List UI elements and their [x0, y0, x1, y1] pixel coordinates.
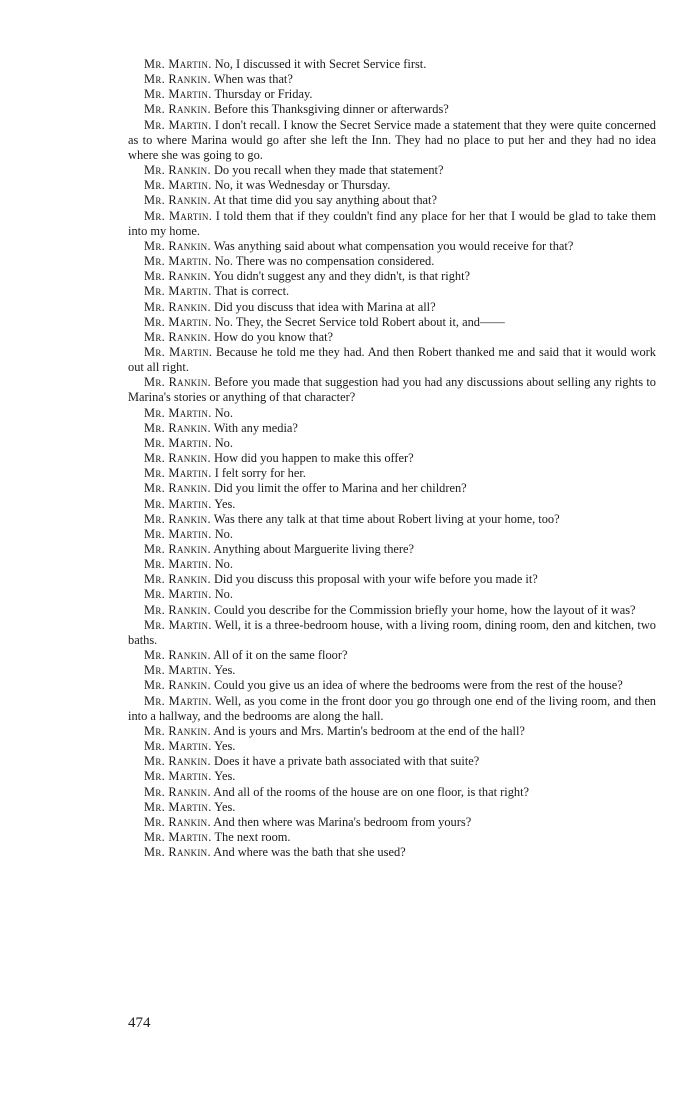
speaker-name: Mr. Rankin. [144, 193, 211, 208]
transcript-paragraph [128, 436, 656, 451]
transcript-paragraph [128, 421, 656, 436]
speaker-name: Mr. Martin. [144, 314, 212, 329]
transcript-paragraph [128, 451, 656, 466]
transcript-paragraph [128, 118, 656, 163]
transcript-paragraph [128, 815, 656, 830]
transcript-paragraph [128, 587, 656, 602]
speech-text: Was anything said about what compensation you would receive for that? [213, 238, 574, 253]
speaker-name: Mr. Rankin. [144, 572, 211, 587]
transcript-paragraph [128, 754, 656, 769]
speech-text: Yes. [214, 496, 236, 511]
speech-text: Yes. [214, 769, 236, 784]
speech-text: Before this Thanksgiving dinner or afterwards? [213, 102, 449, 117]
speaker-name: Mr. Martin. [144, 466, 212, 481]
speech-text: Could you describe for the Commission briefly your home, how the layout of it was? [213, 602, 636, 617]
speaker-name: Mr. Rankin. [144, 542, 211, 556]
transcript-paragraph [128, 300, 656, 315]
speaker-name: Mr. Martin. [144, 693, 212, 708]
speaker-name: Mr. Martin. [144, 557, 212, 572]
transcript-paragraph [128, 618, 656, 648]
speech-text: How did you happen to make this offer? [213, 451, 414, 466]
transcript-paragraph [128, 845, 656, 860]
speech-text: Does it have a private bath associated with that suite? [213, 754, 480, 769]
speech-text: Yes. [214, 663, 236, 678]
transcript-paragraph [128, 497, 656, 512]
speech-text: And is yours and Mrs. Martin's bedroom at the end of the hall? [213, 723, 525, 738]
transcript-paragraph [128, 542, 656, 557]
speaker-name: Mr. Martin. [144, 617, 212, 632]
speaker-name: Mr. Rankin. [144, 72, 211, 87]
speech-text: How do you know that? [213, 329, 334, 344]
speaker-name: Mr. Martin. [144, 284, 212, 299]
page-number: 474 [128, 1015, 151, 1031]
speaker-name: Mr. Martin. [144, 254, 212, 269]
speaker-name: Mr. Rankin. [144, 375, 212, 390]
speaker-name: Mr. Rankin. [144, 754, 211, 769]
speech-text: No. [214, 435, 233, 450]
transcript-paragraph [128, 663, 656, 678]
speaker-name: Mr. Martin. [144, 178, 212, 193]
transcript-paragraph [128, 269, 656, 284]
transcript-paragraph [128, 724, 656, 739]
speaker-name: Mr. Rankin. [144, 723, 211, 738]
transcript-paragraph [128, 785, 656, 800]
transcript-paragraph [128, 209, 656, 239]
transcript-paragraph [128, 330, 656, 345]
transcript-paragraph [128, 603, 656, 618]
speaker-name: Mr. Rankin. [144, 814, 211, 829]
speech-text: Could you give us an idea of where the bedrooms were from the rest of the house? [213, 678, 623, 693]
speaker-name: Mr. Rankin. [144, 602, 211, 617]
transcript-paragraph [128, 557, 656, 572]
transcript-paragraph [128, 481, 656, 496]
transcript-paragraph [128, 800, 656, 815]
speech-text: The next room. [214, 829, 291, 844]
transcript-paragraph [128, 345, 656, 375]
speaker-name: Mr. Martin. [144, 829, 212, 844]
speaker-name: Mr. Martin. [144, 663, 212, 678]
speaker-name: Mr. Martin. [144, 208, 213, 223]
speaker-name: Mr. Rankin. [144, 269, 211, 284]
speech-text: With any media? [213, 420, 298, 435]
transcript-paragraph [128, 739, 656, 754]
speech-text: Well, it is a three-bedroom house, with a living room, dining room, den and kitchen, two baths. [128, 617, 656, 647]
speaker-name: Mr. Rankin. [144, 784, 211, 799]
transcript-paragraph [128, 694, 656, 724]
speaker-name: Mr. Martin. [144, 526, 212, 541]
speaker-name: Mr. Martin. [144, 435, 212, 450]
speech-text: And where was the bath that she used? [213, 845, 406, 860]
transcript-paragraph [128, 57, 656, 72]
speech-text: Do you recall when they made that statement? [213, 163, 444, 178]
speaker-name: Mr. Martin. [144, 496, 212, 511]
speech-text: I told them that if they couldn't find any place for her that I would be glad to take them into my home. [128, 208, 656, 238]
speaker-name: Mr. Rankin. [144, 102, 211, 117]
speaker-name: Mr. Martin. [144, 344, 213, 359]
speaker-name: Mr. Martin. [144, 739, 212, 754]
transcript-paragraph [128, 769, 656, 784]
transcript-paragraph [128, 830, 656, 845]
speech-text: No. There was no compensation considered. [214, 254, 435, 269]
transcript-paragraph [128, 102, 656, 117]
speech-text: Because he told me they had. And then Robert thanked me and said that it would work out all right. [128, 344, 656, 375]
transcript-paragraph [128, 163, 656, 178]
speech-text: Well, as you come in the front door you go through one end of the living room, and then into a hallway, and the bedrooms are along the hall. [128, 693, 657, 723]
speech-text: And then where was Marina's bedroom from yours? [213, 814, 472, 829]
speaker-name: Mr. Rankin. [144, 163, 211, 178]
speaker-name: Mr. Rankin. [144, 299, 211, 314]
speech-text: Thursday or Friday. [214, 87, 313, 102]
speech-text: No. [214, 587, 233, 602]
speaker-name: Mr. Martin. [144, 57, 212, 71]
speaker-name: Mr. Rankin. [144, 648, 211, 663]
transcript-paragraph [128, 239, 656, 254]
speech-text: And all of the rooms of the house are on one floor, is that right? [213, 784, 530, 799]
speech-text: No. They, the Secret Service told Robert about it, and—— [214, 314, 505, 329]
speaker-name: Mr. Martin. [144, 405, 212, 420]
speaker-name: Mr. Rankin. [144, 238, 211, 253]
speaker-name: Mr. Rankin. [144, 511, 211, 526]
transcript-paragraph [128, 72, 656, 87]
transcript-paragraph [128, 648, 656, 663]
speech-text: No. [214, 557, 233, 572]
speech-text: Did you limit the offer to Marina and her children? [213, 481, 467, 496]
transcript-paragraph [128, 254, 656, 269]
speaker-name: Mr. Martin. [144, 769, 212, 784]
speech-text: No. [214, 526, 233, 541]
transcript-paragraph [128, 512, 656, 527]
speech-text: That is correct. [214, 284, 290, 299]
speech-text: No, it was Wednesday or Thursday. [214, 178, 391, 193]
speech-text: All of it on the same floor? [213, 648, 348, 663]
speech-text: Did you discuss this proposal with your wife before you made it? [213, 572, 538, 587]
transcript-paragraph [128, 87, 656, 102]
speech-text: You didn't suggest any and they didn't, is that right? [213, 269, 471, 284]
transcript-paragraph [128, 284, 656, 299]
speech-text: No. [214, 405, 233, 420]
transcript-paragraph [128, 572, 656, 587]
speech-text: Did you discuss that idea with Marina at all? [213, 299, 436, 314]
speech-text: Anything about Marguerite living there? [213, 542, 415, 556]
transcript-paragraph [128, 466, 656, 481]
speech-text: Yes. [214, 739, 236, 754]
speaker-name: Mr. Rankin. [144, 451, 211, 466]
speech-text: Was there any talk at that time about Robert living at your home, too? [213, 511, 560, 526]
speaker-name: Mr. Martin. [144, 799, 212, 814]
transcript-paragraph [128, 406, 656, 421]
speaker-name: Mr. Martin. [144, 587, 212, 602]
speech-text: I don't recall. I know the Secret Service made a statement that they were quite concerned as to where Marina would go after she left the Inn. They had no place to put her and they had no idea where she was going to go. [128, 117, 656, 162]
speech-text: At that time did you say anything about that? [213, 193, 437, 208]
transcript-paragraph [128, 527, 656, 542]
speech-text: I felt sorry for her. [214, 466, 306, 481]
speaker-name: Mr. Rankin. [144, 678, 211, 693]
speaker-name: Mr. Rankin. [144, 845, 211, 860]
speaker-name: Mr. Martin. [144, 117, 212, 132]
speech-text: No, I discussed it with Secret Service first. [214, 57, 427, 71]
transcript-paragraph [128, 375, 656, 405]
transcript-paragraph [128, 193, 656, 208]
speaker-name: Mr. Rankin. [144, 420, 211, 435]
speaker-name: Mr. Martin. [144, 87, 212, 102]
transcript-paragraph [128, 315, 656, 330]
transcript-paragraph [128, 178, 656, 193]
transcript-paragraph [128, 678, 656, 693]
transcript-body [128, 57, 656, 860]
speaker-name: Mr. Rankin. [144, 329, 211, 344]
speech-text: Yes. [214, 799, 236, 814]
speech-text: Before you made that suggestion had you had any discussions about selling any rights to Marina's stories or anything of that character? [128, 375, 656, 405]
speaker-name: Mr. Rankin. [144, 481, 211, 496]
speech-text: When was that? [213, 72, 293, 87]
